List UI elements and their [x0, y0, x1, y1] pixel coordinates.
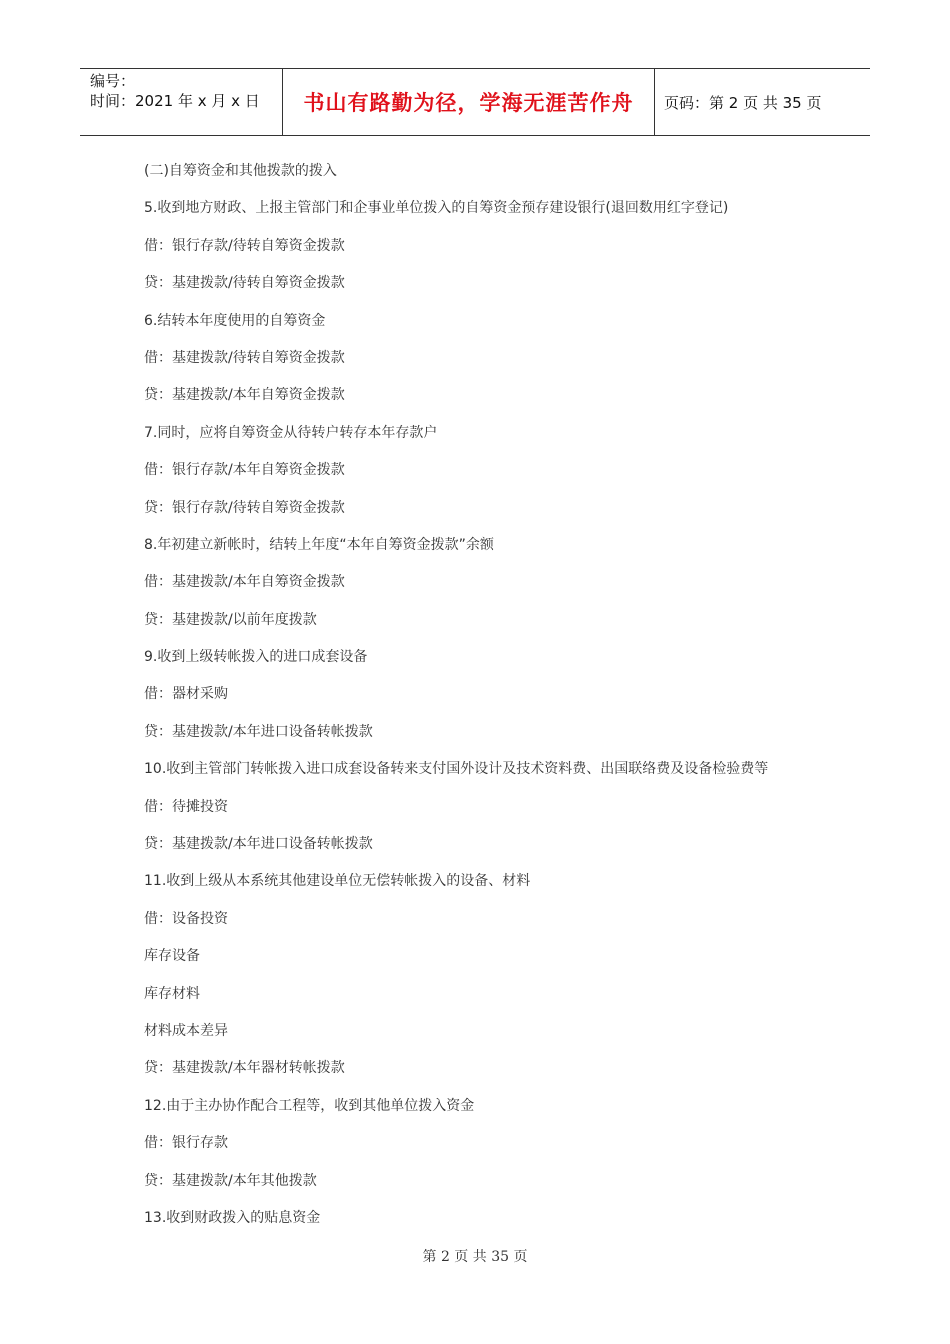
text-line: 借：银行存款/待转自筹资金拨款 [144, 237, 345, 254]
text-line: 贷：基建拨款/本年其他拨款 [144, 1172, 317, 1189]
header-meta [80, 69, 282, 135]
text-line: 6.结转本年度使用的自筹资金 [144, 312, 326, 329]
text-line: 12.由于主办协作配合工程等，收到其他单位拨入资金 [144, 1097, 475, 1114]
text-line: 9.收到上级转帐拨入的进口成套设备 [144, 649, 368, 666]
text-line: (二)自筹资金和其他拨款的拨入 [144, 163, 337, 179]
text-line: 贷：基建拨款/本年自筹资金拨款 [144, 387, 345, 404]
text-line: 贷：基建拨款/本年进口设备转帐拨款 [144, 723, 373, 740]
text-line: 借：基建拨款/本年自筹资金拨款 [144, 574, 345, 591]
text-line: 5.收到地方财政、上报主管部门和企事业单位拨入的自筹资金预存建设银行(退回数用红字登记) [144, 200, 729, 217]
text-line: 11.收到上级从本系统其他建设单位无偿转帐拨入的设备、材料 [144, 873, 531, 890]
text-line: 贷：基建拨款/以前年度拨款 [144, 611, 317, 628]
document-number: 编号： [90, 72, 136, 90]
text-line: 贷：基建拨款/本年器材转帐拨款 [144, 1060, 345, 1077]
text-line: 借：待摊投资 [144, 798, 228, 815]
text-line: 借：银行存款/本年自筹资金拨款 [144, 462, 345, 479]
text-line: 借：器材采购 [144, 686, 228, 703]
page-footer: 第 2 页 共 35 页 [422, 1249, 528, 1265]
text-line: 材料成本差异 [144, 1022, 228, 1039]
text-line: 贷：银行存款/待转自筹资金拨款 [144, 499, 345, 516]
header-motto: 书山有路勤为径，学海无涯苦作舟 [282, 69, 655, 135]
page-header [80, 68, 870, 136]
text-line: 贷：基建拨款/本年进口设备转帐拨款 [144, 836, 373, 853]
text-line: 8.年初建立新帐时，结转上年度“本年自筹资金拨款”余额 [144, 536, 494, 553]
document-time: 时间：2021 年 x 月 x 日 [90, 92, 260, 110]
text-line: 借：银行存款 [144, 1135, 228, 1152]
text-line: 10.收到主管部门转帐拨入进口成套设备转来支付国外设计及技术资料费、出国联络费及设备检验费等 [144, 761, 769, 778]
text-line: 贷：基建拨款/待转自筹资金拨款 [144, 275, 345, 292]
document-body [144, 158, 844, 1242]
header-page-number: 页码：第 2 页 共 35 页 [664, 93, 822, 112]
text-line: 7.同时，应将自筹资金从待转户转存本年存款户 [144, 424, 438, 441]
text-line: 库存设备 [144, 948, 200, 965]
text-line: 借：设备投资 [144, 910, 228, 927]
text-line: 借：基建拨款/待转自筹资金拨款 [144, 349, 345, 366]
text-line: 13.收到财政拨入的贴息资金 [144, 1209, 321, 1226]
text-line: 库存材料 [144, 985, 200, 1002]
